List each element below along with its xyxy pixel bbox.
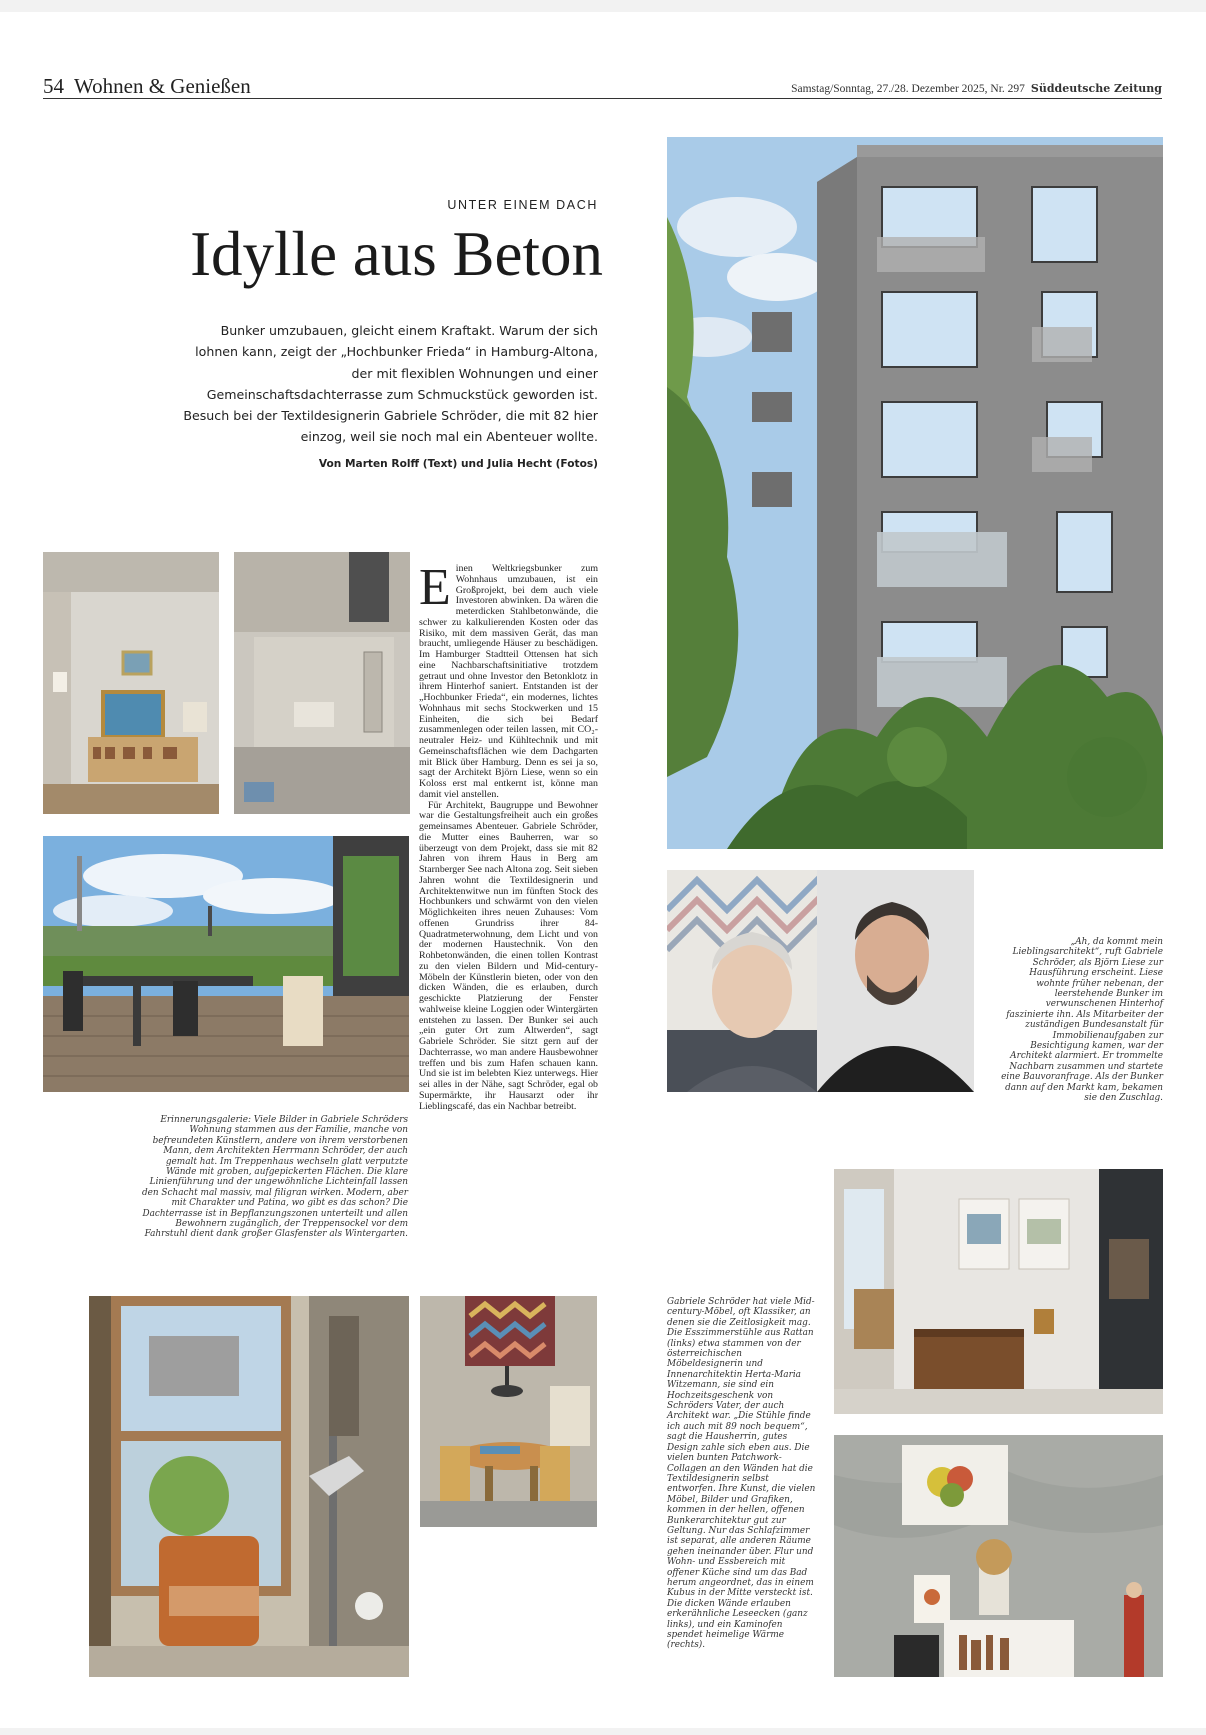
portrait-caption: „Ah, da kommt mein Lieblingsarchitekt“, ruft Gabriele Schröder, als Björn Liese zur Hausführung erscheint. Liese wohnte früher nebenan, der leerstehende Bunker im verwunschenen Hinterhof faszinierte ihn. Als Mitarbeiter der zuständigen Bundesanstalt für Immobilienaufgaben zur Besichtigung kamen, war der Architekt alarmiert. Er trommelte Nachbarn zusammen und startete eine Bauvoranfrage. Als der Bunker dann auf den Markt kam, bekamen sie den Zuschlag. xyxy=(1001,937,1163,1104)
section-title: Wohnen & Genießen xyxy=(74,74,251,98)
body-paragraph-1 xyxy=(419,559,598,801)
living-area-photo xyxy=(834,1169,1163,1414)
shelf-detail-photo xyxy=(834,1435,1163,1677)
header-rule xyxy=(43,98,1162,99)
byline: Von Marten Rolff (Text) und Julia Hecht (Fotos) xyxy=(318,458,598,470)
newspaper-page xyxy=(0,12,1206,1728)
gallery-caption: Erinnerungsgalerie: Viele Bilder in Gabriele Schröders Wohnung stammen aus der Familie, manche von befreundeten Künstlern, andere von ihrem verstorbenen Mann, dem Architekten Herrmann Schröder, der auch gemalt hat. Im Treppenhaus wechseln glatt verputzte Wände mit groben, aufgepickerten Flächen. Die klare Linienführung und der ungewöhnliche Lichteinfall lassen den Schacht mal massiv, mal filigran wirken. Modern, aber mit Charakter und Patina, wo gibt es das schon? Die Dachterrasse ist in Bepflanzungszonen unterteilt und allen Bewohnern zugänglich, der Treppensockel vor dem Fahrstuhl dient dank großer Glasfenster als Wintergarten. xyxy=(141,1115,408,1240)
reading-nook-photo xyxy=(89,1296,409,1677)
body-paragraph-2: Für Architekt, Baugruppe und Bewohner war die Gestaltungsfreiheit auch ein großes gemeinsames Abenteuer. Gabriele Schröder, die Mutter eines Bauherren, war so überzeugt von dem Projekt, dass sie mit 82 Jahren von ihrem Haus in Berg am Starnberger See nach Altona zog. Seit sieben Jahren wohnt die Textildesignerin und Architektenwitwe nun im fünften Stock des Hochbunkers und schwärmt von den vielen Möglichkeiten ihres neuen Zuhauses: Vom offenen Grundriss ihrer 84-Quadratmeterwohnung, dem Licht und von der modernen Haustechnik. Von den Rohbetonwänden, die einen tollen Kontrast zu den vielen Bildern und Mid-century-Möbeln der Künstlerin bieten, oder von den dicken Wänden, die es erlauben, durch geschickte Platzierung der Fenster wahlweise kleine Loggien oder Wintergärten entstehen zu lassen. Der Bunker sei auch „ein guter Ort zum Altwerden“, sagt Gabriele Schröder. Sie sitzt gern auf der Dachterrasse, wo man andere Hausbewohner treffen und bis zum Hafen schauen kann. Und sie ist im belebten Kiez unterwegs. Hier sei alles in der Nähe, sagt Schröder, egal ob Supermärkte, ihr Hausarzt oder ihr Lieblingscafé, das ein Nachbar betreibt. xyxy=(419,799,598,1112)
kicker: UNTER EINEM DACH xyxy=(447,198,598,212)
section-header xyxy=(43,74,251,99)
roof-terrace-photo xyxy=(43,836,409,1092)
dateline xyxy=(791,82,1162,95)
issue-date: Samstag/Sonntag, 27./28. Dezember 2025, Nr. 297 xyxy=(791,83,1025,95)
drop-cap: E xyxy=(419,559,451,616)
body-paragraph-1-text: inen Weltkriegsbunker zum Wohnhaus umzubauen, ist ein Großprojekt, bei dem auch viele Investoren abwinken. Da wären die meterdicken Stahlbetonwände, die schwer zu kalkulierenden Kosten oder das Risiko, mit dem massiven Gerät, das man braucht, umliegende Häuser zu beschädigen. Im Hamburger Stadtteil Ottensen hat sich eine Nachbarschaftsinitiative trotzdem getraut und ohne Investor den Betonklotz in ihrem Hinterhof saniert. Entstanden ist der „Hochbunker Frieda“, ein modernes, lichtes Wohnhaus mit sechs Stockwerken und 15 Einheiten, die sich bei Bedarf zusammenlegen oder teilen lassen, mit CO₂-neutraler Heiz- und Kühltechnik und mit Gemeinschaftsflächen wie dem Dachgarten mit Blick über Hamburg. Denn es sei ja so, sagt der Architekt Björn Liese, wenn so ein Koloss erst mal entkernt ist, könne man damit viel anstellen. xyxy=(419,563,598,800)
article-body xyxy=(419,559,598,1112)
building-exterior-photo xyxy=(667,137,1163,849)
paper-logo: Süddeutsche Zeitung xyxy=(1030,82,1162,95)
living-room-photo xyxy=(43,552,219,814)
lead-paragraph: Bunker umzubauen, gleicht einem Kraftakt. Warum der sich lohnen kann, zeigt der „Hochbunker Frieda“ in Hamburg-Altona, der mit flexiblen Wohnungen und einer Gemeinschaftsdachterrasse zum Schmuckstück geworden ist. Besuch bei der Textildesignerin Gabriele Schröder, die mit 82 hier einzog, weil sie noch mal ein Abenteuer wollte. xyxy=(183,323,598,445)
stairwell-photo xyxy=(234,552,410,814)
portrait-photo xyxy=(667,870,974,1092)
furniture-caption: Gabriele Schröder hat viele Mid-century-Möbel, oft Klassiker, an denen sie die Zeitlosigkeit mag. Die Esszimmerstühle aus Rattan (links) etwa stammen von der österreichischen Möbeldesignerin und Innenarchitektin Herta-Maria Witzemann, sie sind ein Hochzeitsgeschenk von Schröders Vater, der auch Architekt war. „Die Stühle finde ich auch mit 89 noch bequem“, sagt die Hausherrin, gutes Design zahle sich eben aus. Die vielen bunten Patchwork-Collagen an den Wänden hat die Textildesignerin selbst entworfen. Ihre Kunst, die vielen Möbel, Bilder und Grafiken, kommen in der hellen, offenen Bunkerarchitektur gut zur Geltung. Nur das Schlafzimmer ist separat, alle anderen Räume gehen ineinander über. Flur und Wohn- und Essbereich mit offener Küche sind um das Bad herum angeordnet, das in einem Kubus in der Mitte versteckt ist. Die dicken Wände erlauben erkerähnliche Leseecken (ganz links), und ein Kaminofen spendet heimelige Wärme (rechts). xyxy=(667,1297,816,1651)
headline: Idylle aus Beton xyxy=(190,219,603,289)
dining-room-photo xyxy=(420,1296,597,1527)
page-number: 54 xyxy=(43,74,64,98)
